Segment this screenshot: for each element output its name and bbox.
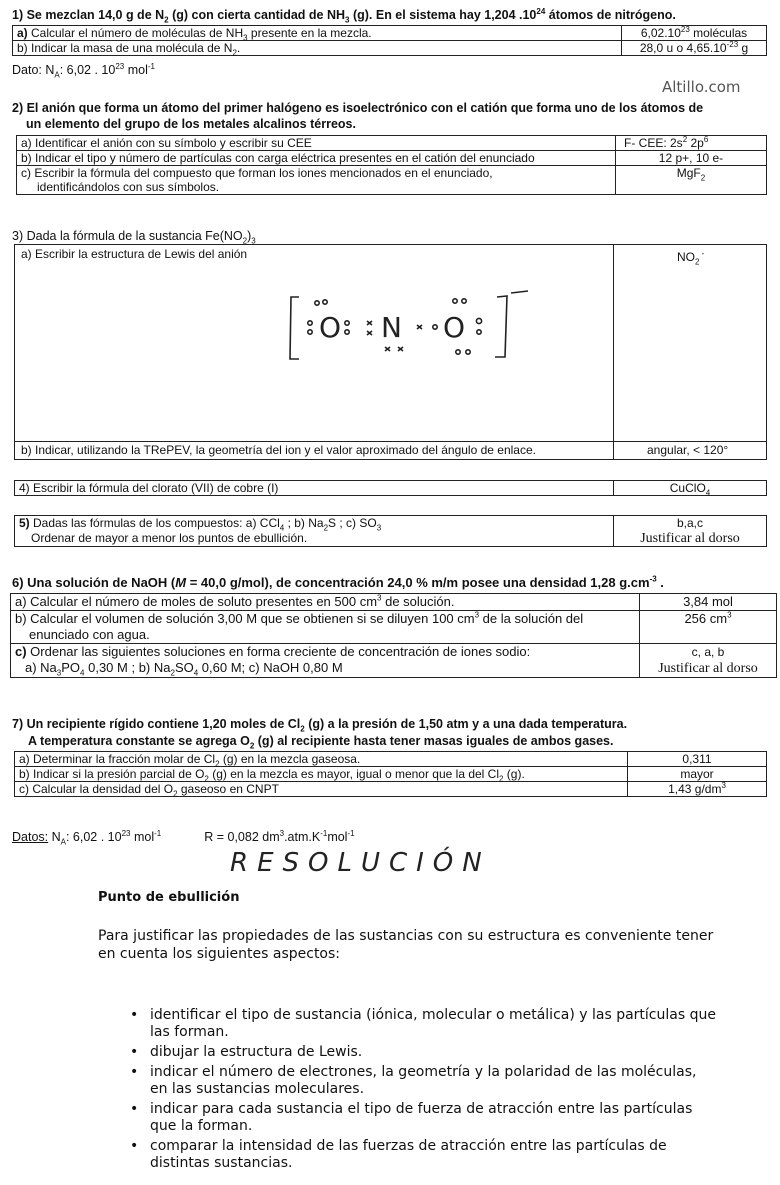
q7-a-question: a) Determinar la fracción molar de $Cl_2$ (g) en la mezcla gaseosa. [15,752,628,767]
q5-table [14,515,767,547]
q6-heading: 6) Una solución de NaOH (M = 40,0 g/mol), de concentración 24,0 % m/m posee una densidad 1,28 $g.cm^{-3}$ . [12,574,664,590]
q7-a-answer: 0,311 [628,752,767,767]
resolucion-subtitle: Punto de ebullición [98,890,240,905]
q5-row [15,516,767,547]
q1-b-answer: 28,0 u o $4,65.10^{-23}$ g [622,41,767,56]
q2-b-answer: 12 p+, 10 e- [616,151,767,166]
q6-a-question: a) Calcular el número de moles de soluto presentes en 500 $cm^3$ de solución. [11,594,640,611]
watermark: Altillo.com [662,78,741,96]
lewis-o1: O [319,311,342,344]
q6-b-answer: 256 $cm^3$ [640,611,777,644]
q7-b-answer: mayor [628,767,767,782]
aspects-list [128,1007,718,1175]
q7-heading-line1: 7) Un recipiente rígido contiene 1,20 moles de $Cl_2$ (g) a la presión de 1,50 atm y a una dada temperatura. [12,717,628,734]
q7-row-c [15,782,767,797]
q6-c-question: c) Ordenar las siguientes soluciones en forma creciente de concentración de iones sodio: a) $Na_3PO_4$ 0,30 M ; b) $Na_2SO_4$ 0,60 M; c) NaOH 0,80 M [11,644,640,678]
q1-row-b [13,41,767,56]
q1-heading: 1) Se mezclan 14,0 g de $N_2$ (g) con cierta cantidad de $NH_3$ (g). En el sistema hay 1,204 $.10^{24}$ átomos de nitrógeno. [12,6,676,25]
q4-row [15,481,767,496]
q2-c-question: c) Escribir la fórmula del compuesto que forman los iones mencionados en el enunciado, identificándolos con sus símbolos. [17,166,616,195]
q7-b-question: b) Indicar si la presión parcial de $O_2$ (g) en la mezcla es mayor, igual o menor que la del $Cl_2$ (g). [15,767,628,782]
q4-question: 4) Escribir la fórmula del clorato (VII) de cobre (I) [15,481,614,496]
charge-mark [511,291,528,293]
q3-a-answer: $NO_2$ - [677,249,705,267]
resolucion-intro-line2: en cuenta los siguientes aspectos: [98,946,341,962]
q2-row-b [17,151,767,166]
q2-c-answer: MgF$_2$ [616,166,767,195]
q2-row-c [17,166,767,195]
q7-heading-line2: A temperatura constante se agrega $O_2$ (g) al recipiente hasta tener masas iguales de ambos gases. [28,734,614,751]
q7-row-a [15,752,767,767]
lewis-structure [283,279,553,369]
q2-heading-line1: 2) El anión que forma un átomo del primer halógeno es isoelectrónico con el catión que forma uno de los átomos de [12,101,704,115]
resolucion-title: RESOLUCIÓN [230,848,491,878]
q7-c-question: c) Calcular la densidad del $O_2$ gaseoso en CNPT [15,782,628,797]
q3-table [14,244,767,460]
q2-table [16,135,767,195]
bullet-icon: • [130,1044,139,1060]
q3-divider-vertical [613,245,614,459]
q6-row-c [11,644,777,678]
q1-dato: Dato: $N_A$: 6,02 . $10^{23}$ mol$^{-1}$ [12,61,155,80]
aspect-item: • indicar el número de electrones, la geometría y la polaridad de las moléculas, en las sustancias moleculares. [130,1064,697,1097]
lewis-o2: O [443,311,466,344]
aspect-item: • comparar la intensidad de las fuerzas de atracción entre las partículas de distintas sustancias. [130,1138,667,1171]
right-bracket [495,296,507,357]
aspect-item: • identificar el tipo de sustancia (iónica, molecular o metálica) y las partículas que las forman. [130,1007,716,1040]
q2-a-answer: F- CEE: $2s^2$ $2p^6$ [616,136,767,151]
q1-table [12,25,767,56]
q6-row-b [11,611,777,644]
q3-a-question: a) Escribir la estructura de Lewis del anión [21,247,248,261]
q1-b-question: b) Indicar la masa de una molécula de $N_2$. [13,41,622,56]
resolucion-intro-line1: Para justificar las propiedades de las sustancias con su estructura es conveniente tener [98,928,714,944]
q6-row-a [11,594,777,611]
aspect-item: • indicar para cada sustancia el tipo de fuerza de atracción entre las partículas que la forman. [130,1101,693,1134]
q2-heading-line2: un elemento del grupo de los metales alcalinos térreos. [26,117,356,131]
q4-answer: CuClO$_4$ [614,481,767,496]
aspect-item: • dibujar la estructura de Lewis. [130,1044,363,1060]
q6-b-question: b) Calcular el volumen de solución 3,00 M que se obtienen si se diluyen 100 $cm^3$ de la solución del enunciado con agua. [11,611,640,644]
q6-table [10,593,777,678]
q7-table [14,751,767,797]
bullet-icon: • [130,1138,139,1154]
q1-a-answer: 6,02.10$^{23}$ moléculas [622,26,767,41]
q3-b-question: b) Indicar, utilizando la TRePEV, la geometría del ion y el valor aproximado del ángulo de enlace. [21,443,536,457]
lewis-n: N [381,311,402,344]
q3-b-answer: angular, < 120° [647,443,729,457]
datos-line: Datos: $N_A$: 6,02 . $10^{23}$ mol$^{-1}$ R = 0,082 $dm^3.atm.K^{-1}mol^{-1}$ [12,828,355,847]
q6-c-answer: c, a, b Justificar al dorso [640,644,777,678]
bullet-icon: • [130,1101,139,1117]
q2-b-question: b) Indicar el tipo y número de partículas con carga eléctrica presentes en el catión del enunciado [17,151,616,166]
q6-a-answer: 3,84 mol [640,594,777,611]
q2-row-a [17,136,767,151]
q4-table [14,480,767,496]
q1-row-a [13,26,767,41]
q7-c-answer: 1,43 $g/dm^3$ [628,782,767,797]
q1-a-question: a) Calcular el número de moléculas de $NH_3$ presente en la mezcla. [13,26,622,41]
q5-answer: b,a,c Justificar al dorso [614,516,767,547]
q3-divider-horizontal [15,441,766,442]
q5-question: 5) Dadas las fórmulas de los compuestos: a) CCl$_4$ ; b) $Na_2S$ ; c) $SO_3$ Ordenar de mayor a menor los puntos de ebullición. [15,516,614,547]
bullet-icon: • [130,1007,139,1023]
q3-heading: 3) Dada la fórmula de la sustancia $Fe(NO_2)_3$ [12,229,256,246]
left-bracket [290,297,299,359]
q7-row-b [15,767,767,782]
q2-a-question: a) Identificar el anión con su símbolo y escribir su CEE [17,136,616,151]
bullet-icon: • [130,1064,139,1080]
